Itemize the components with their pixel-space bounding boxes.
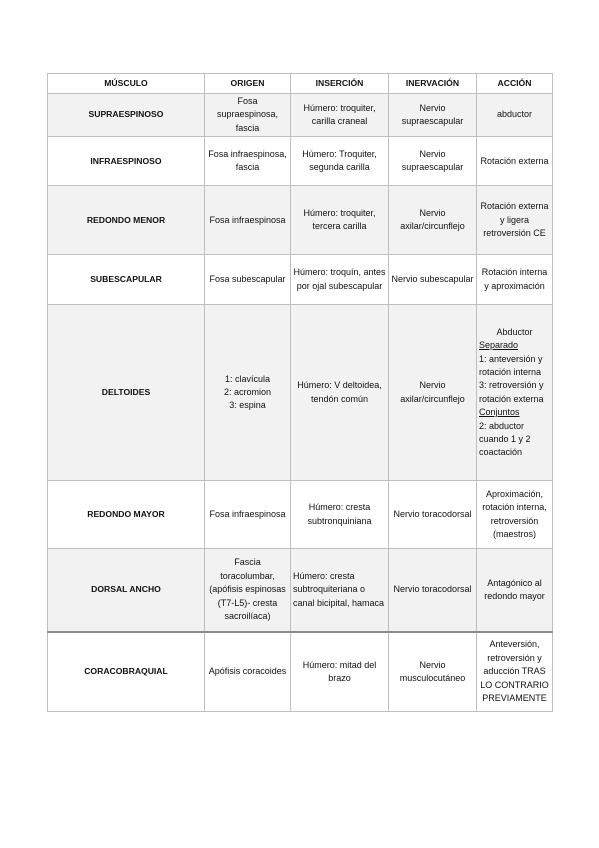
cell-inervacion: Nervio toracodorsal — [389, 549, 477, 632]
header-musculo: MÚSCULO — [48, 74, 205, 94]
table-row-infraespinoso — [48, 137, 553, 186]
table-row-dorsal-ancho — [48, 549, 553, 632]
cell-inervacion: Nervio supraescapular — [389, 137, 477, 186]
cell-origen: Fosa subescapular — [205, 255, 291, 305]
header-insercion: INSERCIÓN — [291, 74, 389, 94]
accion-conjuntos-label: Conjuntos — [479, 407, 520, 418]
accion-separado-3: 3: retroversión y rotación externa — [479, 380, 544, 404]
cell-inervacion: Nervio toracodorsal — [389, 481, 477, 549]
cell-accion — [477, 305, 553, 481]
cell-origen — [205, 305, 291, 481]
cell-musculo: DELTOIDES — [48, 305, 205, 481]
origen-line: 1: clavícula — [224, 373, 271, 384]
cell-inervacion: Nervio musculocutáneo — [389, 632, 477, 712]
cell-musculo: SUBESCAPULAR — [48, 255, 205, 305]
cell-accion: Anteversión, retroversión y aducción TRAS LO CONTRARIO PREVIAMENTE — [477, 632, 553, 712]
accion-title: Abductor — [496, 326, 533, 337]
cell-accion: Rotación interna y aproximación — [477, 255, 553, 305]
cell-musculo: DORSAL ANCHO — [48, 549, 205, 632]
cell-insercion: Húmero: cresta subtronquiniana — [291, 481, 389, 549]
table-row-subescapular — [48, 255, 553, 305]
cell-musculo: CORACOBRAQUIAL — [48, 632, 205, 712]
cell-insercion: Húmero: troquiter, tercera carilla — [291, 186, 389, 255]
cell-insercion: Húmero: mitad del brazo — [291, 632, 389, 712]
cell-inervacion: Nervio axilar/circunflejo — [389, 305, 477, 481]
cell-insercion: Húmero: Troquiter, segunda carilla — [291, 137, 389, 186]
cell-origen: Apófisis coracoides — [205, 632, 291, 712]
header-accion: ACCIÓN — [477, 74, 553, 94]
cell-insercion: Húmero: cresta subtroquiteriana o canal bicipital, hamaca — [291, 549, 389, 632]
table-row-redondo-mayor — [48, 481, 553, 549]
cell-origen: Fosa supraespinosa, fascia — [205, 94, 291, 137]
cell-inervacion: Nervio subescapular — [389, 255, 477, 305]
origen-line: 2: acromion — [223, 387, 272, 398]
cell-insercion: Húmero: V deltoidea, tendón común — [291, 305, 389, 481]
accion-separado-1: 1: anteversión y rotación interna — [479, 353, 543, 377]
table-row-deltoides — [48, 305, 553, 481]
table-header-row — [48, 74, 553, 94]
cell-origen: Fascia toracolumbar, (apófisis espinosas (T7-L5)- cresta sacroilíaca) — [205, 549, 291, 632]
cell-musculo: REDONDO MENOR — [48, 186, 205, 255]
cell-accion: Rotación externa — [477, 137, 553, 186]
header-inervacion: INERVACIÓN — [389, 74, 477, 94]
cell-origen: Fosa infraespinosa — [205, 481, 291, 549]
origen-line: 3: espina — [229, 400, 266, 411]
cell-origen: Fosa infraespinosa — [205, 186, 291, 255]
cell-musculo: INFRAESPINOSO — [48, 137, 205, 186]
header-origen: ORIGEN — [205, 74, 291, 94]
cell-musculo: SUPRAESPINOSO — [48, 94, 205, 137]
cell-insercion: Húmero: troquín, antes por ojal subescapular — [291, 255, 389, 305]
cell-musculo: REDONDO MAYOR — [48, 481, 205, 549]
cell-accion: abductor — [477, 94, 553, 137]
cell-origen: Fosa infraespinosa, fascia — [205, 137, 291, 186]
cell-inervacion: Nervio axilar/circunflejo — [389, 186, 477, 255]
cell-insercion: Húmero: troquiter, carilla craneal — [291, 94, 389, 137]
table-row-redondo-menor — [48, 186, 553, 255]
cell-accion: Rotación externa y ligera retroversión CE — [477, 186, 553, 255]
cell-accion: Antagónico al redondo mayor — [477, 549, 553, 632]
accion-separado-label: Separado — [479, 340, 519, 351]
table-row-coracobraquial — [48, 632, 553, 712]
accion-conjuntos-2: 2: abductor cuando 1 y 2 coactación — [479, 420, 531, 458]
table-row-supraespinoso — [48, 94, 553, 137]
muscle-table — [47, 73, 553, 712]
cell-inervacion: Nervio supraescapular — [389, 94, 477, 137]
cell-accion: Aproximación, rotación interna, retroversión (maestros) — [477, 481, 553, 549]
